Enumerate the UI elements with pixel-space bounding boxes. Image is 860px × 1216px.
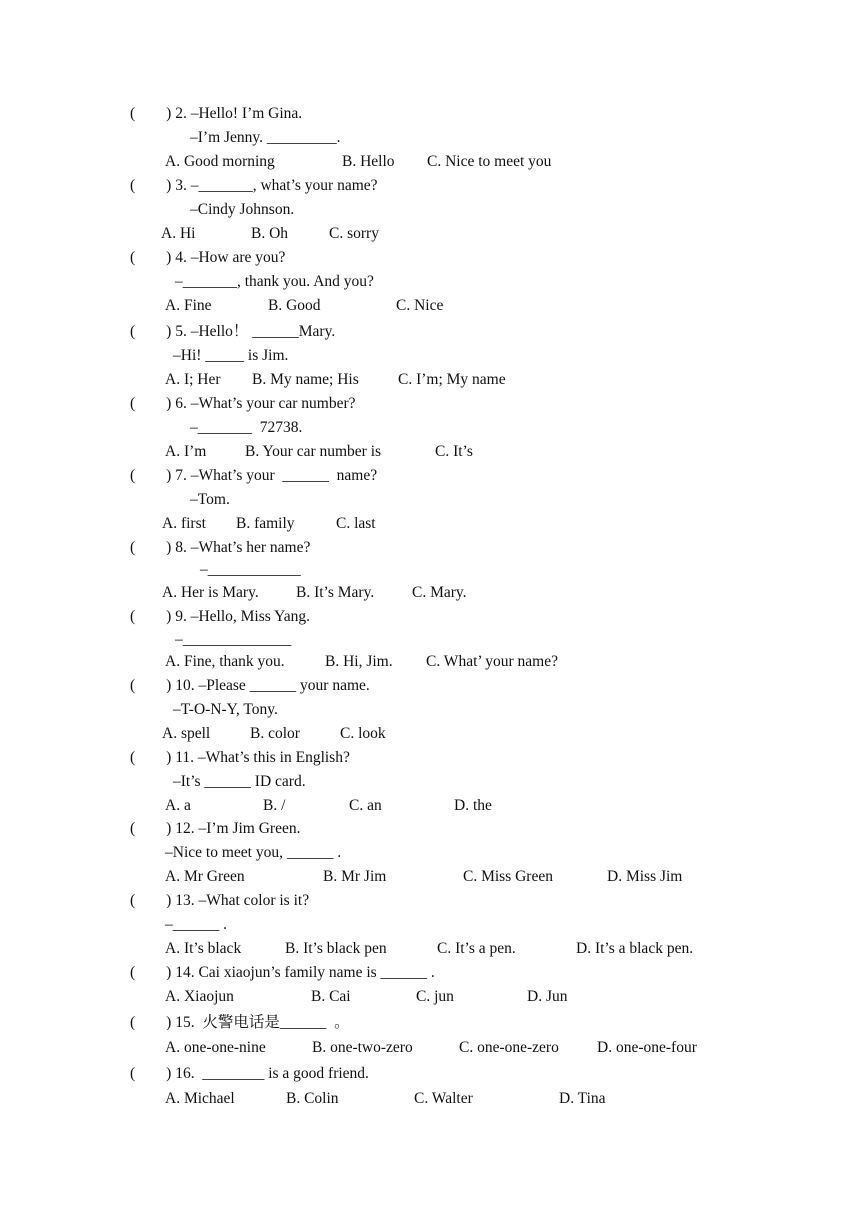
question-9-response: –______________ [175, 631, 292, 648]
question-13-option-c: C. It’s a pen. [437, 940, 516, 957]
question-14-stem: ( ) 14. Cai xiaojun’s family name is ______ . [130, 964, 435, 981]
question-4-stem: ( ) 4. –How are you? [130, 249, 286, 266]
question-13-stem: ( ) 13. –What color is it? [130, 892, 310, 909]
question-8-option-a: A. Her is Mary. [162, 584, 259, 601]
question-11-response: –It’s ______ ID card. [173, 773, 306, 790]
question-14-option-b: B. Cai [311, 988, 351, 1005]
question-15-option-c: C. one-one-zero [459, 1039, 559, 1056]
question-5-option-a: A. I; Her [165, 371, 221, 388]
question-16-stem: ( ) 16. ________ is a good friend. [130, 1065, 369, 1082]
question-10-option-a: A. spell [162, 725, 211, 742]
question-13-response: –______ . [165, 916, 227, 933]
question-5-response: –Hi! _____ is Jim. [173, 347, 289, 364]
question-2-response: –I’m Jenny. _________. [190, 129, 341, 146]
question-12-option-c: C. Miss Green [463, 868, 553, 885]
question-7-stem: ( ) 7. –What’s your ______ name? [130, 467, 378, 484]
question-9-option-c: C. What’ your name? [426, 653, 558, 670]
question-6-response: –_______ 72738. [190, 419, 303, 436]
question-15-option-b: B. one-two-zero [312, 1039, 413, 1056]
question-15-stem: ( ) 15. 火警电话是______ 。 [130, 1014, 350, 1031]
question-3-option-b: B. Oh [251, 225, 289, 242]
question-4-option-a: A. Fine [165, 297, 212, 314]
question-6-option-a: A. I’m [165, 443, 207, 460]
question-12-stem: ( ) 12. –I’m Jim Green. [130, 820, 301, 837]
question-7-option-b: B. family [236, 515, 295, 532]
question-5-option-b: B. My name; His [252, 371, 359, 388]
question-8-option-b: B. It’s Mary. [296, 584, 375, 601]
question-6-stem: ( ) 6. –What’s your car number? [130, 395, 356, 412]
question-10-option-c: C. look [340, 725, 386, 742]
question-2-option-a: A. Good morning [165, 153, 275, 170]
question-10-stem: ( ) 10. –Please ______ your name. [130, 677, 370, 694]
question-6-option-b: B. Your car number is [245, 443, 382, 460]
question-12-option-a: A. Mr Green [165, 868, 245, 885]
question-3-option-c: C. sorry [329, 225, 379, 242]
question-3-option-a: A. Hi [161, 225, 196, 242]
question-8-stem: ( ) 8. –What’s her name? [130, 539, 311, 556]
question-10-response: –T-O-N-Y, Tony. [173, 701, 278, 718]
question-8-response: –____________ [200, 561, 301, 578]
question-2-option-c: C. Nice to meet you [427, 153, 552, 170]
question-5-option-c: C. I’m; My name [398, 371, 506, 388]
question-12-option-d: D. Miss Jim [607, 868, 683, 885]
question-6-option-c: C. It’s [435, 443, 473, 460]
question-4-response: –_______, thank you. And you? [175, 273, 374, 290]
question-9-stem: ( ) 9. –Hello, Miss Yang. [130, 608, 310, 625]
question-11-option-d: D. the [454, 797, 492, 814]
question-14-option-c: C. jun [416, 988, 454, 1005]
question-13-option-d: D. It’s a black pen. [576, 940, 694, 957]
question-15-option-a: A. one-one-nine [165, 1039, 266, 1056]
question-13-option-a: A. It’s black [165, 940, 242, 957]
question-14-option-a: A. Xiaojun [165, 988, 234, 1005]
question-16-option-c: C. Walter [414, 1090, 473, 1107]
question-16-option-a: A. Michael [165, 1090, 235, 1107]
question-13-option-b: B. It’s black pen [285, 940, 387, 957]
question-7-option-a: A. first [162, 515, 206, 532]
question-10-option-b: B. color [250, 725, 300, 742]
question-8-option-c: C. Mary. [412, 584, 467, 601]
question-14-option-d: D. Jun [527, 988, 568, 1005]
question-3-stem: ( ) 3. –_______, what’s your name? [130, 177, 378, 194]
question-16-option-b: B. Colin [286, 1090, 339, 1107]
question-11-option-b: B. / [263, 797, 286, 814]
question-3-response: –Cindy Johnson. [190, 201, 295, 218]
question-2-option-b: B. Hello [342, 153, 395, 170]
question-9-option-a: A. Fine, thank you. [165, 653, 285, 670]
question-11-stem: ( ) 11. –What’s this in English? [130, 749, 350, 766]
question-2-stem: ( ) 2. –Hello! I’m Gina. [130, 105, 303, 122]
question-7-option-c: C. last [336, 515, 376, 532]
question-4-option-c: C. Nice [396, 297, 444, 314]
question-7-response: –Tom. [190, 491, 230, 508]
question-5-stem: ( ) 5. –Hello！ ______Mary. [130, 323, 336, 340]
question-9-option-b: B. Hi, Jim. [325, 653, 393, 670]
question-16-option-d: D. Tina [559, 1090, 606, 1107]
question-15-option-d: D. one-one-four [597, 1039, 697, 1056]
question-11-option-c: C. an [349, 797, 382, 814]
question-12-response: –Nice to meet you, ______ . [165, 844, 342, 861]
question-11-option-a: A. a [165, 797, 191, 814]
question-12-option-b: B. Mr Jim [323, 868, 387, 885]
question-4-option-b: B. Good [268, 297, 321, 314]
